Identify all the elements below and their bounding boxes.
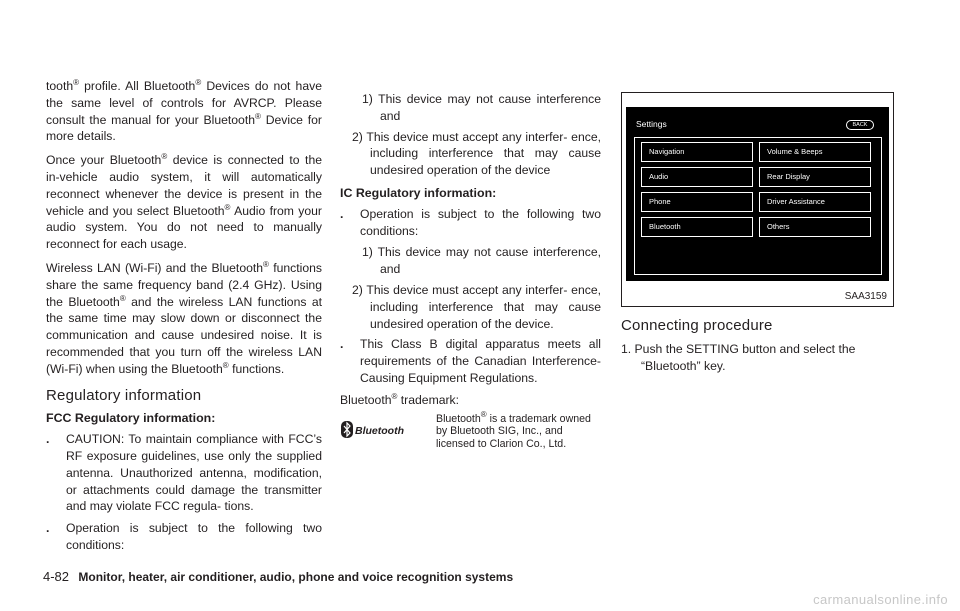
list-item: . Operation is subject to the following two conditions: <box>46 521 322 552</box>
paragraph-wifi: Wireless LAN (Wi-Fi) and the Bluetooth® functions share the same frequency band (2.4 GHz). Using the Bluetooth® and the wireless LAN functions at the same time may slow down or disconnect the communication and cause undesired noise. It is recommended that you turn off the wireless LAN (Wi-Fi) when using the Bluetooth® functions. <box>46 259 322 376</box>
menu-item-bluetooth[interactable]: Bluetooth <box>641 217 753 237</box>
fcc-heading: FCC Regulatory information: <box>46 411 216 426</box>
trademark-label: Bluetooth® trademark: <box>340 391 460 407</box>
menu-item-driver-assistance[interactable]: Driver Assistance <box>759 192 871 212</box>
bluetooth-logo <box>340 419 410 441</box>
numbered-item: 2) This device must accept any interfer- ence, including interference that may cause undesired operation of the device. <box>352 282 601 331</box>
svg-text:Bluetooth: Bluetooth <box>355 424 404 437</box>
page-footer <box>43 569 513 584</box>
section-heading-connecting: Connecting procedure <box>621 317 773 334</box>
column-left <box>46 78 322 559</box>
page-number: 4-82 <box>43 569 70 584</box>
numbered-item: 2) This device must accept any interfer- ence, including interference that may cause undesired operation of the device <box>352 129 601 178</box>
list-item: . CAUTION: To maintain compliance with FCC’s RF exposure guidelines, use only the supplied antenna. Unauthorized antenna, modification, or attachments could damage the transmitter and may violate FCC regula- tions. <box>46 432 322 514</box>
list-item: . This Class B digital apparatus meets all requirements of the Canadian Interference- Causing Equipment Regulations. <box>340 337 601 385</box>
chapter-title: Monitor, heater, air conditioner, audio, phone and voice recognition systems <box>78 570 514 584</box>
settings-screen <box>626 107 889 281</box>
menu-item-volume-beeps[interactable]: Volume & Beeps <box>759 142 871 162</box>
watermark: carmanualsonline.info <box>813 592 948 607</box>
screen-title: Settings <box>636 119 667 129</box>
bullet-mark: . <box>340 337 344 352</box>
trademark-block <box>340 409 601 465</box>
section-heading-regulatory: Regulatory information <box>46 386 202 404</box>
paragraph-avrcp: tooth® profile. All Bluetooth® Devices do not have the same level of controls for AVRCP. Please consult the manual for your Bluetooth® Device for more details. <box>46 78 322 144</box>
numbered-step: 1. Push the SETTING button and select the “Bluetooth” key. <box>621 341 856 373</box>
column-right <box>621 318 895 378</box>
menu-item-audio[interactable]: Audio <box>641 167 753 187</box>
menu-item-others[interactable]: Others <box>759 217 871 237</box>
back-button[interactable]: BACK <box>846 120 874 130</box>
trademark-notice: Bluetooth® is a trademark owned by Bluetooth SIG, Inc., and licensed to Clarion Co., Ltd. <box>436 409 591 450</box>
figure-caption: SAA3159 <box>844 291 887 302</box>
numbered-item: 1) This device may not cause interference, and <box>362 245 601 277</box>
ic-heading: IC Regulatory information: <box>340 185 497 200</box>
menu-item-rear-display[interactable]: Rear Display <box>759 167 871 187</box>
bullet-mark: . <box>46 521 50 536</box>
settings-menu-panel <box>634 137 882 275</box>
menu-item-phone[interactable]: Phone <box>641 192 753 212</box>
settings-screen-figure <box>621 92 894 307</box>
column-middle <box>340 91 601 465</box>
bullet-mark: . <box>340 206 344 221</box>
numbered-item: 1) This device may not cause interference and <box>362 92 601 123</box>
bullet-mark: . <box>46 432 50 447</box>
menu-item-navigation[interactable]: Navigation <box>641 142 753 162</box>
list-item: . Operation is subject to the following two conditions: <box>340 206 601 238</box>
paragraph-reconnect: Once your Bluetooth® device is connected to the in-vehicle audio system, it will automatically reconnect whenever the device is present in the vehicle and you select Bluetooth® Audio from your audio system. You do not need to manually reconnect for each usage. <box>46 152 322 252</box>
